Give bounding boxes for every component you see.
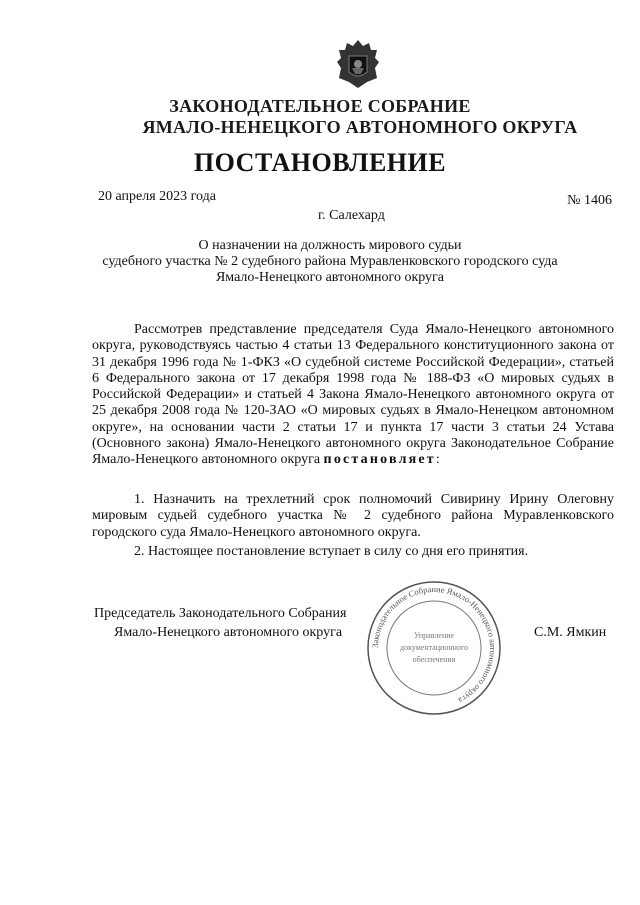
- stamp-outer-text: Законодательное Собрание Ямало-Ненецкого автономного округа: [369, 583, 499, 706]
- decree-item-1: 1. Назначить на трехлетний срок полномочий Сивирину Ирину Олеговну мировым судьей судебного участка № 2 судебного района Муравленковского городского суда Ямало-Ненецкого автономного округа.: [92, 492, 614, 540]
- decree-word: постановляет: [323, 452, 436, 468]
- stamp-inner-line2: документационного: [400, 643, 468, 652]
- preamble-text: Рассмотрев представление председателя Суда Ямало-Ненецкого автономного округа, руководствуясь частью 4 статьи 13 Федерального конституционного закона от 31 декабря 1996 года № 1-ФКЗ «О судебной системе Российской Федерации», статьей 6 Федерального закона от 17 декабря 1998 года № 188-ФЗ «О мировых судьях в Российской Федерации» и статьей 4 Закона Ямало-Ненецкого автономного округа от 25 декабря 2008 года № 120-ЗАО «О мировых судьях в Ямало-Ненецком автономном округе», на основании части 2 статьи 17 и пункта 17 части 3 статьи 24 Устава (Основного закона) Ямало-Ненецкого автономного округа Законодательное Собрание Ямало-Ненецкого автономного округа: [92, 322, 614, 468]
- decree-item-2: 2. Настоящее постановление вступает в силу со дня его принятия.: [134, 544, 529, 559]
- stamp-inner-line1: Управление: [413, 631, 455, 640]
- signatory-title-line2: Ямало-Ненецкого автономного округа: [114, 625, 343, 640]
- signatory-name: С.М. Ямкин: [534, 625, 607, 640]
- document-city: г. Салехард: [318, 208, 385, 223]
- document-type-title: ПОСТАНОВЛЕНИЕ: [193, 148, 447, 177]
- coat-of-arms-emblem-icon: [335, 38, 381, 90]
- org-name-line1: ЗАКОНОДАТЕЛЬНОЕ СОБРАНИЕ: [169, 96, 471, 116]
- subject-line1: О назначении на должность мирового судьи: [198, 238, 462, 253]
- org-name-line2: ЯМАЛО-НЕНЕЦКОГО АВТОНОМНОГО ОКРУГА: [142, 117, 578, 137]
- preamble-paragraph: [92, 322, 614, 469]
- subject-line2: судебного участка № 2 судебного района Муравленковского городского суда: [102, 254, 558, 269]
- official-stamp-icon: [364, 578, 504, 718]
- signatory-title-line1: Председатель Законодательного Собрания: [94, 606, 347, 621]
- subject-line3: Ямало-Ненецкого автономного округа: [215, 270, 445, 285]
- decree-colon: :: [435, 452, 440, 468]
- document-subject: [70, 238, 590, 286]
- document-number: № 1406: [567, 193, 612, 208]
- document-date: 20 апреля 2023 года: [98, 189, 216, 204]
- stamp-inner-line3: обеспечения: [412, 655, 456, 664]
